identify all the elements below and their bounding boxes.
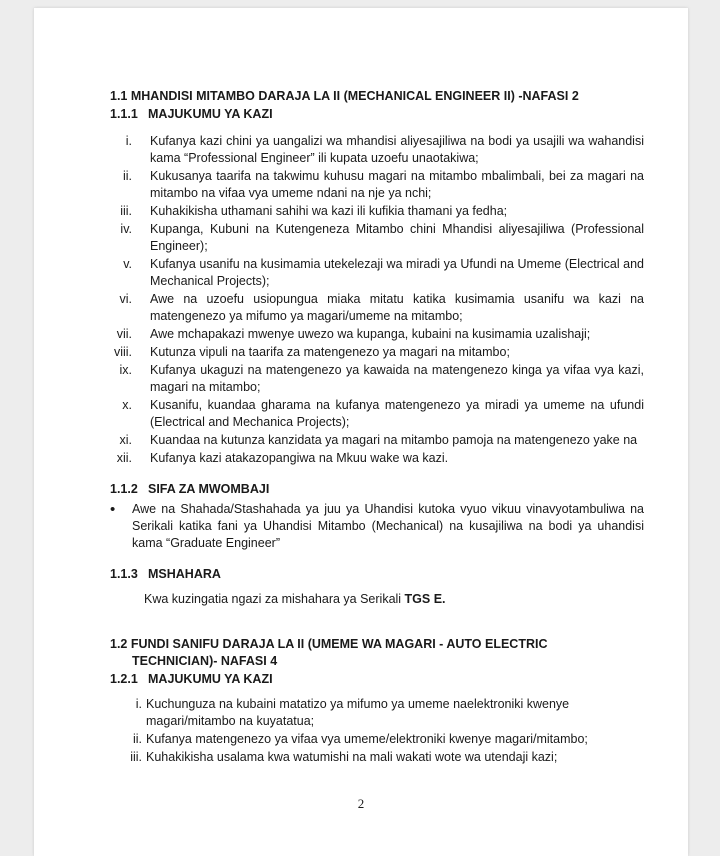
- list-item: i. Kufanya kazi chini ya uangalizi wa mhandisi aliyesajiliwa na bodi ya usajili wa wahandisi kama “Professional Engineer” ili kupata uzoefu unaotakiwa;: [125, 134, 644, 165]
- salary-scale: TGS E.: [404, 592, 446, 606]
- subsection-number: 1.2.1: [110, 672, 138, 686]
- list-item: xii. Kufanya kazi atakazopangiwa na Mkuu wake wa kazi.: [116, 451, 449, 465]
- subsection-heading-1-1-1: [110, 106, 644, 123]
- list-item: v. Kufanya usanifu na kusimamia utekelezaji wa miradi ya Ufundi na Umeme (Electrical and Mechanical Projects);: [123, 257, 644, 288]
- list-item: • Awe na Shahada/Stashahada ya juu ya Uhandisi kutoka vyuo vikuu vinavyotambuliwa na Serikali katika fani ya Uhandisi Mitambo (Mechanical) na kusajiliwa na bodi ya uhandisi kama “Graduate Engineer”: [110, 501, 644, 552]
- list-item: xi. Kuandaa na kutunza kanzidata ya magari na mitambo pamoja na matengenezo yake na: [119, 433, 638, 447]
- list-item: viii. Kutunza vipuli na taarifa za matengenezo ya magari na mitambo;: [113, 345, 510, 359]
- list-item: i. Kuchunguza na kubaini matatizo ya mifumo ya umeme naelektroniki kwenye magari/mitambo na kuyatatua;: [135, 697, 570, 728]
- list-item: vi. Awe na uzoefu usiopungua miaka mitatu katika kusimamia usanifu wa kazi na matengenezo ya mifumo ya magari/umeme na mitambo;: [119, 292, 644, 323]
- list-item: ii. Kufanya matengenezo ya vifaa vya umeme/elektroniki kwenye magari/mitambo;: [132, 732, 588, 746]
- salary-text: Kwa kuzingatia ngazi za mishahara ya Serikali TGS E.: [144, 592, 446, 606]
- list-item: vii. Awe mchapakazi mwenye uwezo wa kupanga, kubaini na kusimamia uzalishaji;: [116, 327, 591, 341]
- section-heading-1-1: 1.1 MHANDISI MITAMBO DARAJA LA II (MECHANICAL ENGINEER II) -NAFASI 2: [110, 89, 579, 103]
- subsection-title: SIFA ZA MWOMBAJI: [148, 482, 270, 496]
- subsection-title: MAJUKUMU YA KAZI: [148, 672, 273, 686]
- subsection-heading-1-1-3: [110, 566, 644, 583]
- document-page: [34, 8, 688, 856]
- subsection-heading-1-2-1: [110, 671, 644, 688]
- list-item: iii. Kuhakikisha usalama kwa watumishi na mali wakati wote wa utendaji kazi;: [130, 750, 558, 764]
- qualifications-list: [110, 501, 644, 552]
- subsection-title: MSHAHARA: [148, 567, 221, 581]
- list-item: iv. Kupanga, Kubuni na Kutengeneza Mitambo chini Mhandisi aliyesajiliwa (Professional Engineer);: [120, 222, 644, 253]
- duties-list-1-2-1: [110, 696, 644, 766]
- list-item: x. Kusanifu, kuandaa gharama na kufanya matengenezo ya miradi ya umeme na ufundi (Electrical and Mechanica Projects);: [122, 398, 644, 429]
- subsection-number: 1.1.2: [110, 482, 138, 496]
- page-content: [110, 88, 644, 767]
- subsection-number: 1.1.3: [110, 567, 138, 581]
- duties-list-1-1-1: [110, 133, 644, 467]
- subsection-heading-1-1-2: [110, 481, 644, 498]
- subsection-number: 1.1.1: [110, 107, 138, 121]
- section-heading-1-2: 1.2 FUNDI SANIFU DARAJA LA II (UMEME WA MAGARI - AUTO ELECTRIC TECHNICIAN)- NAFASI 4: [110, 637, 548, 668]
- page-number: 2: [357, 796, 365, 811]
- list-item: ii. Kukusanya taarifa na takwimu kuhusu magari na mitambo mbalimbali, bei za magari na mitambo na vifaa vya umeme ndani na nje ya nchi;: [122, 169, 644, 200]
- list-item: iii. Kuhakikisha uthamani sahihi wa kazi ili kufikia thamani ya fedha;: [120, 204, 508, 218]
- bullet-icon: [110, 501, 132, 518]
- subsection-title: MAJUKUMU YA KAZI: [148, 107, 273, 121]
- list-item: ix. Kufanya ukaguzi na matengenezo ya kawaida na matengenezo kinga ya vifaa vya kazi, magari na mitambo;: [119, 363, 644, 394]
